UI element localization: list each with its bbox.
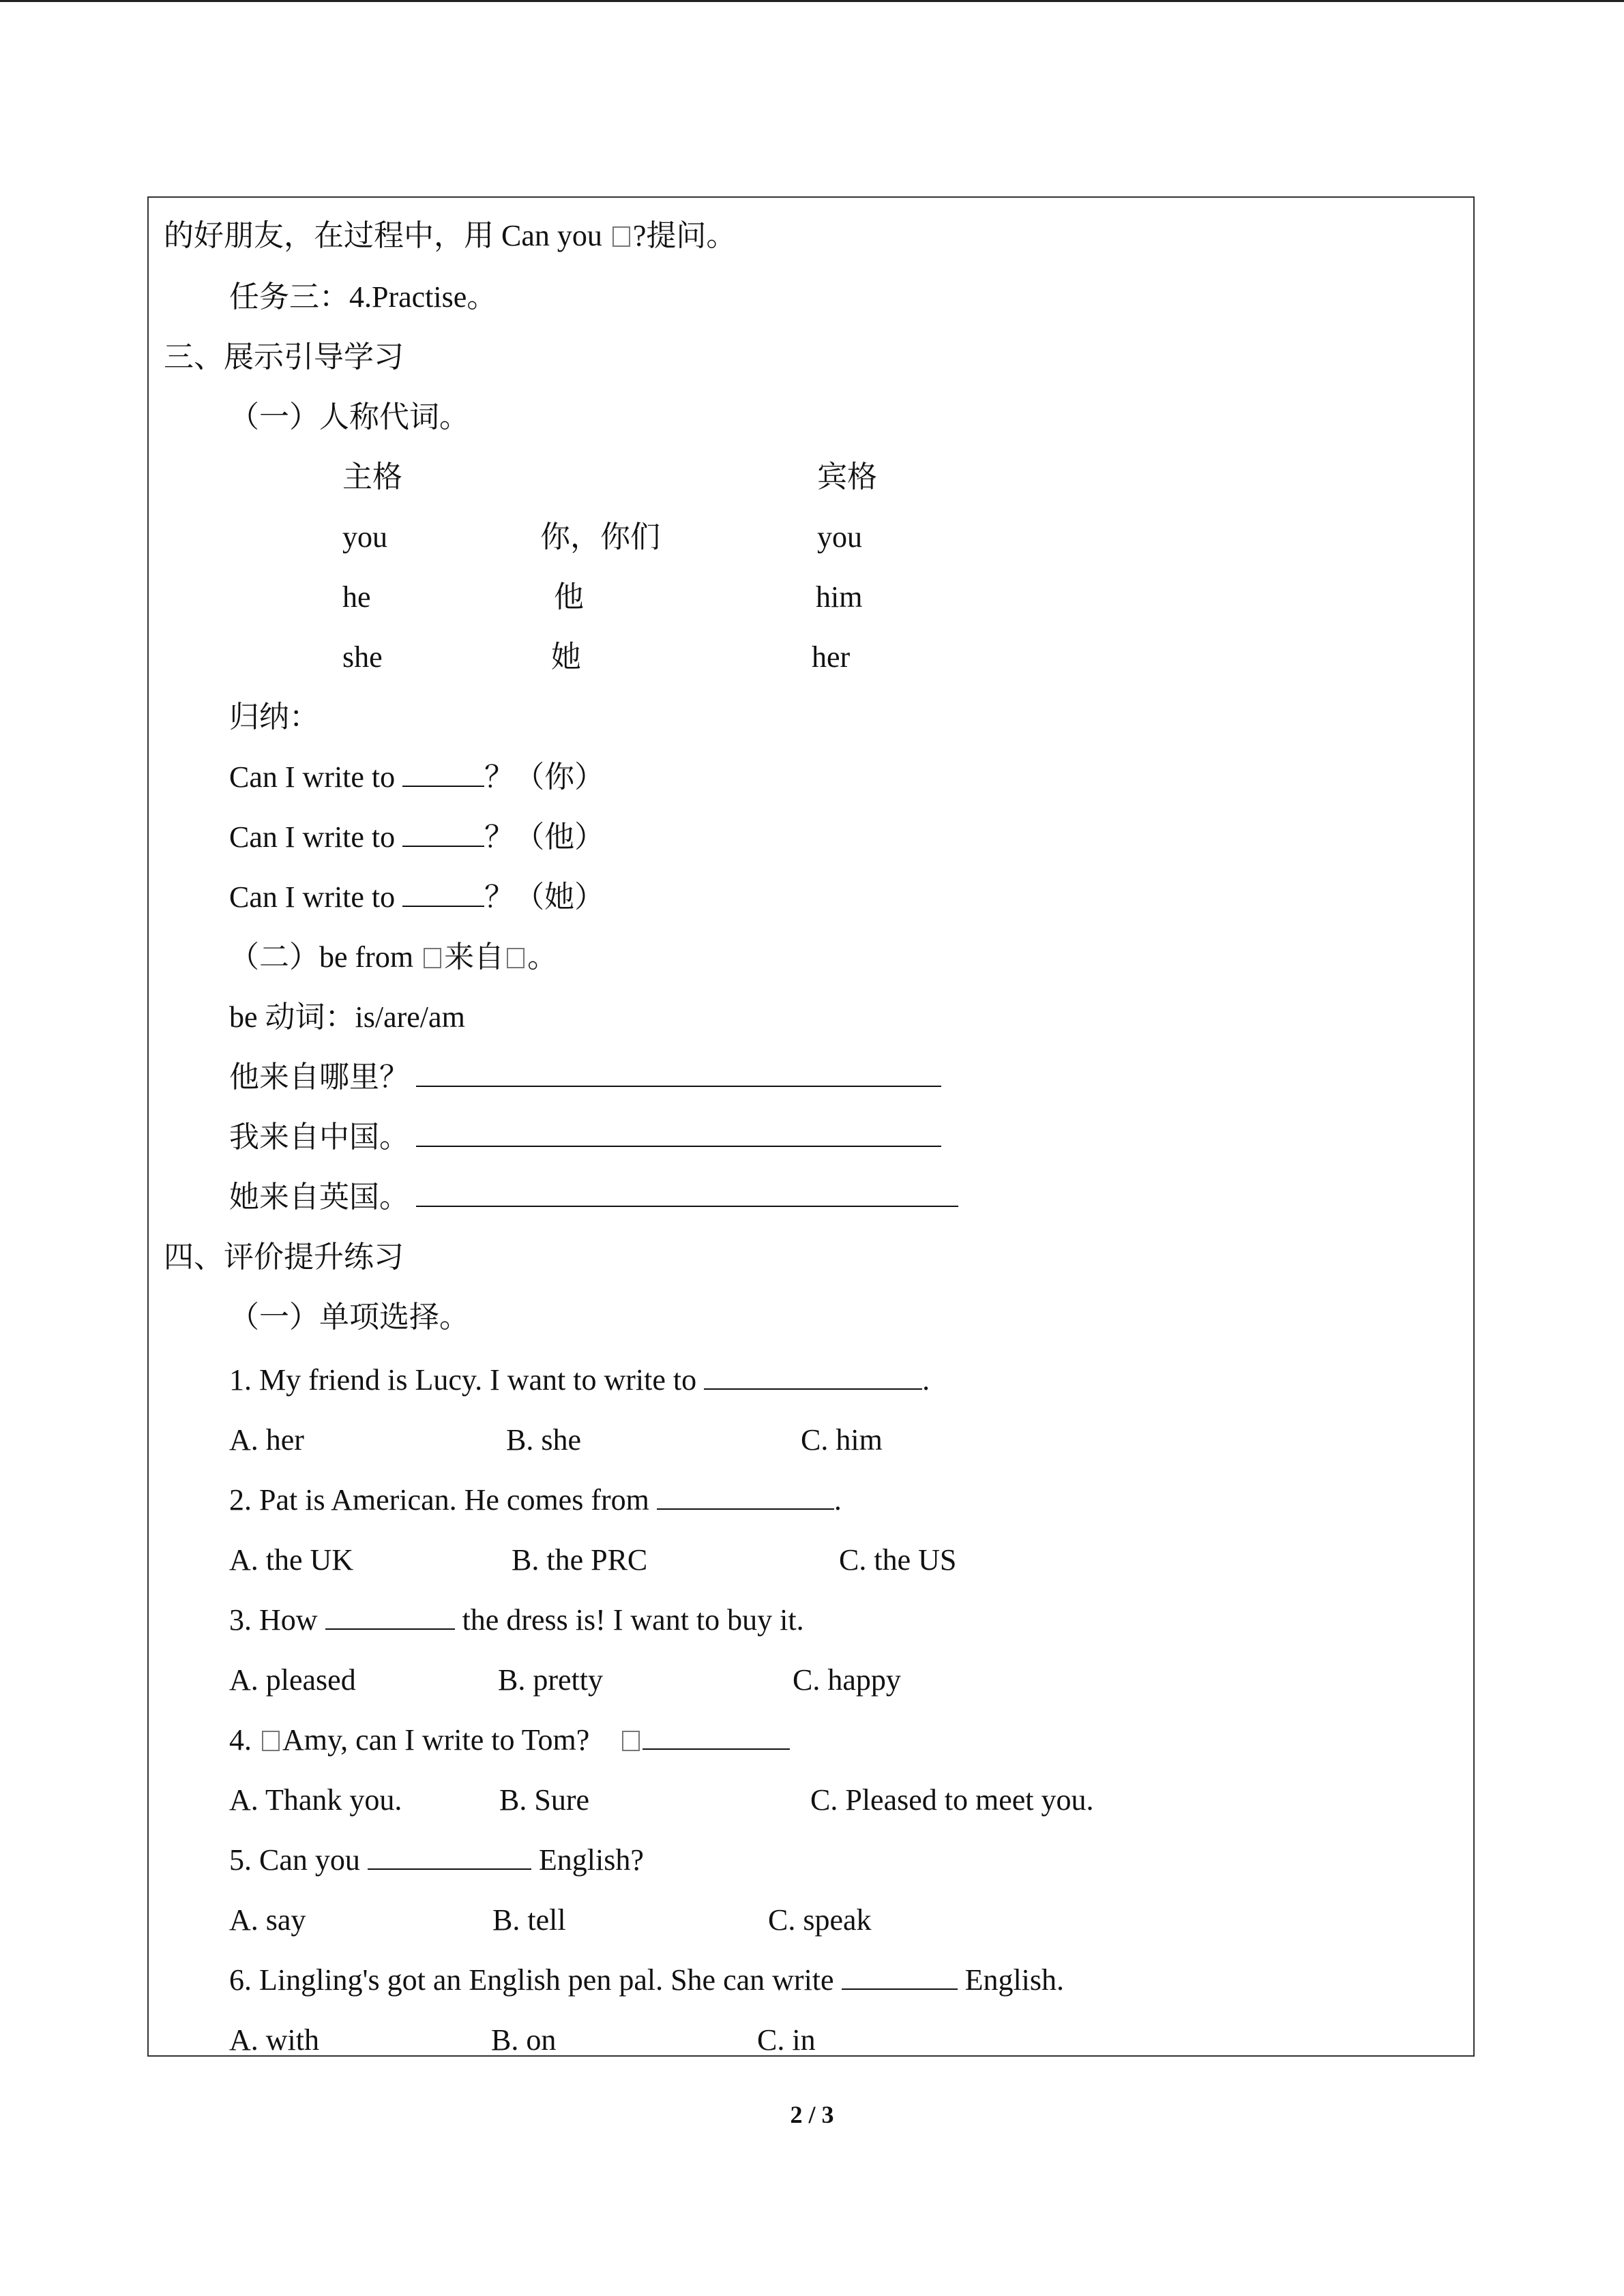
blank-square: [612, 226, 630, 247]
subsection-be-from: （二）be from 来自 。: [229, 940, 558, 974]
option-c: C. Pleased to meet you.: [810, 1783, 1094, 1817]
option-a: A. her: [229, 1423, 304, 1457]
option-b: B. Sure: [499, 1783, 589, 1817]
translate-line: 他来自哪里？: [229, 1058, 941, 1097]
option-a: A. pleased: [229, 1663, 356, 1697]
option-c: C. him: [801, 1423, 883, 1457]
blank-square: [622, 1731, 640, 1751]
option-c: C. in: [757, 2023, 816, 2057]
answer-blank: [325, 1601, 455, 1630]
question-6: 6. Lingling's got an English pen pal. She can write English.: [229, 1961, 1064, 1999]
answer-blank: [704, 1361, 922, 1390]
option-a: A. with: [229, 2023, 319, 2057]
pronoun-meaning: 他: [554, 580, 584, 614]
pronoun-subject: he: [342, 580, 371, 614]
blank-square: [507, 948, 525, 968]
answer-blank: [402, 878, 484, 907]
option-b: B. she: [506, 1423, 581, 1457]
question-5: 5. Can you English?: [229, 1841, 644, 1879]
pronoun-subject: she: [342, 640, 383, 674]
subsection-pronouns: （一）人称代词。: [229, 400, 469, 434]
option-b: B. the PRC: [512, 1543, 648, 1577]
option-b: B. pretty: [498, 1663, 603, 1697]
conclusion-label: 归纳：: [229, 700, 319, 734]
fill-in-line: Can I write to ？（她）: [229, 878, 604, 916]
answer-blank: [643, 1721, 790, 1750]
answer-blank: [842, 1961, 958, 1990]
answer-blank: [402, 758, 484, 787]
option-a: A. say: [229, 1903, 306, 1937]
blank-square: [424, 948, 441, 968]
subsection-multiple-choice: （一）单项选择。: [229, 1300, 469, 1334]
header-object-case: 宾格: [817, 460, 877, 494]
section-four-heading: 四、评价提升练习: [164, 1240, 404, 1274]
option-c: C. happy: [793, 1663, 901, 1697]
question-3: 3. How the dress is! I want to buy it.: [229, 1601, 804, 1639]
translate-line: 她来自英国。: [229, 1178, 958, 1217]
question-4: 4. Amy, can I write to Tom?: [229, 1721, 790, 1759]
pronoun-meaning: 你，你们: [540, 520, 660, 554]
intro-line: 的好朋友，在过程中，用 Can you ?提问。: [164, 219, 737, 252]
be-verb-line: be 动词：is/are/am: [229, 1000, 465, 1034]
header-subject-case: 主格: [342, 460, 402, 494]
page-number: 2 / 3: [790, 2101, 834, 2128]
question-1: 1. My friend is Lucy. I want to write to .: [229, 1361, 930, 1399]
pronoun-object: him: [816, 580, 863, 614]
blank-square: [262, 1731, 280, 1751]
pronoun-object: you: [817, 520, 862, 554]
question-2: 2. Pat is American. He comes from .: [229, 1481, 842, 1519]
option-b: B. on: [491, 2023, 557, 2057]
option-c: C. speak: [768, 1903, 872, 1937]
option-a: A. Thank you.: [229, 1783, 402, 1817]
section-three-heading: 三、展示引导学习: [164, 340, 404, 374]
pronoun-meaning: 她: [551, 640, 581, 674]
page-top-border: [0, 0, 1624, 2]
pronoun-subject: you: [342, 520, 387, 554]
fill-in-line: Can I write to ？（你）: [229, 758, 604, 796]
answer-blank: [402, 818, 484, 847]
task-three: 任务三：4.Practise。: [229, 280, 497, 314]
option-c: C. the US: [839, 1543, 957, 1577]
answer-blank: [368, 1841, 531, 1870]
answer-blank: [416, 1118, 941, 1147]
option-a: A. the UK: [229, 1543, 354, 1577]
answer-blank: [416, 1058, 941, 1087]
pronoun-object: her: [812, 640, 851, 674]
option-b: B. tell: [492, 1903, 566, 1937]
answer-blank: [416, 1178, 958, 1207]
translate-line: 我来自中国。: [229, 1118, 941, 1157]
fill-in-line: Can I write to ？（他）: [229, 818, 604, 856]
answer-blank: [657, 1481, 834, 1510]
